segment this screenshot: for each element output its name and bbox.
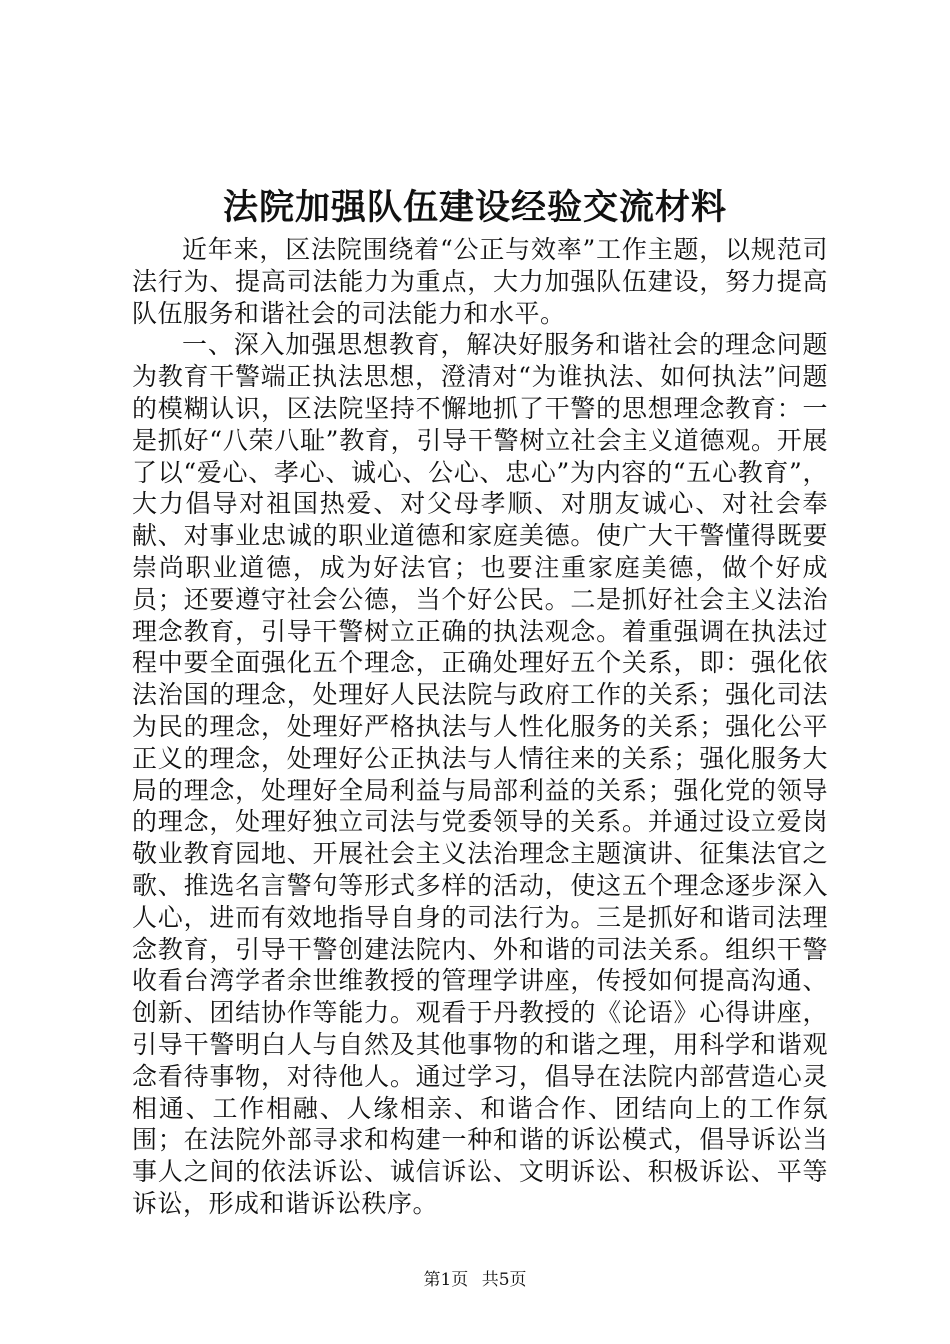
page-total: 共5页 <box>481 1270 527 1290</box>
paragraph-section-one: 一、深入加强思想教育，解决好服务和谐社会的理念问题为教育干警端正执法思想，澄清对“为谁执法、如何执法”问题的模糊认识，区法院坚持不懈地抓了干警的思想理念教育：一是抓好“八荣八耻”教育，引导干警树立社会主义道德观。开展了以“爱心、孝心、诚心、公心、忠心”为内容的“五心教育”，大力倡导对祖国热爱、对父母孝顺、对朋友诚心、对社会奉献、对事业忠诚的职业道德和家庭美德。使广大干警懂得既要崇尚职业道德，成为好法官；也要注重家庭美德，做个好成员；还要遵守社会公德，当个好公民。二是抓好社会主义法治理念教育，引导干警树立正确的执法观念。着重强调在执法过程中要全面强化五个理念，正确处理好五个关系，即：强化依法治国的理念，处理好人民法院与政府工作的关系；强化司法为民的理念，处理好严格执法与人性化服务的关系；强化公平正义的理念，处理好公正执法与人情往来的关系；强化服务大局的理念，处理好全局利益与局部利益的关系；强化党的领导的理念，处理好独立司法与党委领导的关系。并通过设立爱岗敬业教育园地、开展社会主义法治理念主题演讲、征集法官之歌、推选名言警句等形式多样的活动，使这五个理念逐步深入人心，进而有效地指导自身的司法行为。三是抓好和谐司法理念教育，引导干警创建法院内、外和谐的司法关系。组织干警收看台湾学者余世维教授的管理学讲座，传授如何提高沟通、创新、团结协作等能力。观看于丹教授的《论语》心得讲座，引导干警明白人与自然及其他事物的和谐之理，用科学和谐观念看待事物，对待他人。通过学习，倡导在法院内部营造心灵相通、工作相融、人缘相亲、和谐合作、团结向上的工作氛围；在法院外部寻求和构建一种和谐的诉讼模式，倡导诉讼当事人之间的依法诉讼、诚信诉讼、文明诉讼、积极诉讼、平等诉讼，形成和谐诉讼秩序。 <box>132 330 828 1218</box>
page-footer <box>0 1268 950 1292</box>
document-title: 法院加强队伍建设经验交流材料 <box>222 187 727 228</box>
paragraph-intro: 近年来，区法院围绕着“公正与效率”工作主题，以规范司法行为、提高司法能力为重点，大力加强队伍建设，努力提高队伍服务和谐社会的司法能力和水平。 <box>132 235 828 328</box>
page-number: 第1页 <box>423 1270 469 1290</box>
document-body <box>132 234 828 1220</box>
